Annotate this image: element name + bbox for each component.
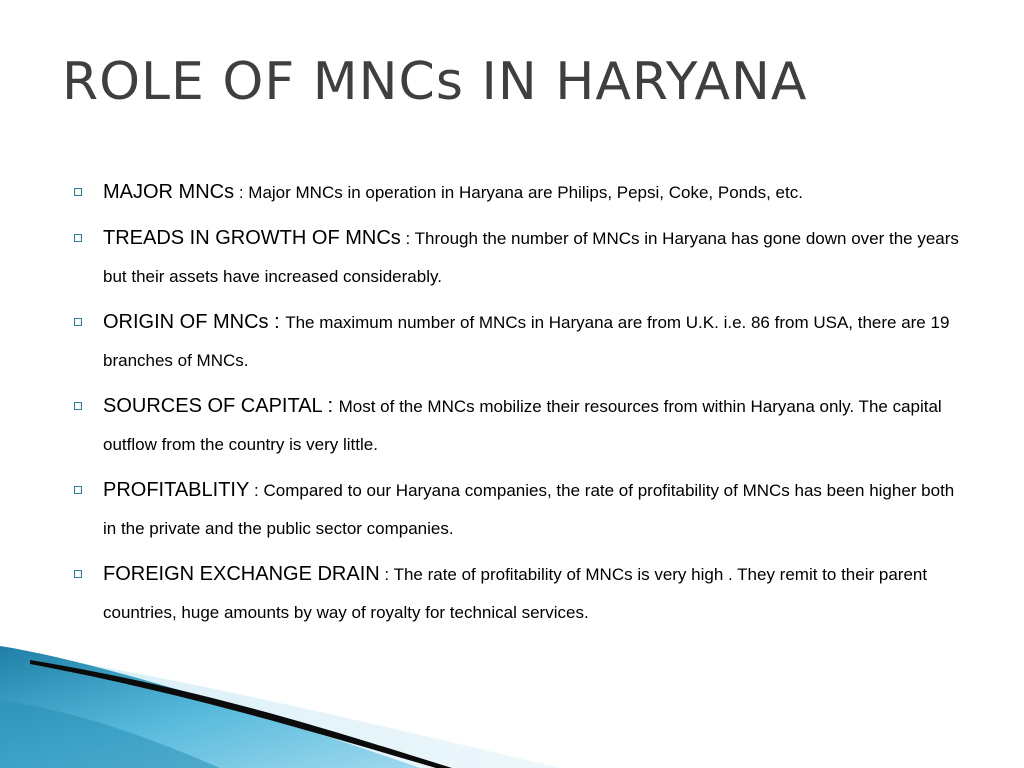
bullet-text: : Major MNCs in operation in Haryana are Philips, Pepsi, Coke, Ponds, etc.	[234, 183, 803, 202]
bullet-text: : The rate of profitability of MNCs is very high . They remit to their parent countries, huge amounts by way of royalty for technical services.	[103, 565, 928, 622]
bullet-major-mncs	[72, 174, 972, 212]
bullet-sources-of-capital	[72, 388, 972, 464]
square-bullet-icon	[74, 188, 82, 196]
bullet-text: : Compared to our Haryana companies, the rate of profitability of MNCs has been higher both in the private and the public sector companies.	[103, 481, 955, 538]
bullet-profitability	[72, 472, 972, 548]
bullet-origin	[72, 304, 972, 380]
square-bullet-icon	[74, 402, 82, 410]
bullet-text: Most of the MNCs mobilize their resources from within Haryana only. The capital outflow from the country is very little.	[103, 397, 942, 454]
bullet-text: The maximum number of MNCs in Haryana are from U.K. i.e. 86 from USA, there are 19 branches of MNCs.	[103, 313, 950, 370]
bullet-list	[72, 174, 972, 640]
bullet-foreign-exchange-drain	[72, 556, 972, 632]
square-bullet-icon	[74, 570, 82, 578]
bullet-growth-trends	[72, 220, 972, 296]
bullet-heading: SOURCES OF CAPITAL :	[103, 395, 339, 417]
bullet-heading: MAJOR MNCs	[103, 181, 235, 203]
bullet-heading: ORIGIN OF MNCs :	[103, 311, 286, 333]
bullet-heading: TREADS IN GROWTH OF MNCs	[103, 227, 401, 249]
bullet-heading: PROFITABLITIY	[103, 479, 250, 501]
square-bullet-icon	[74, 234, 82, 242]
square-bullet-icon	[74, 486, 82, 494]
bullet-heading: FOREIGN EXCHANGE DRAIN	[103, 563, 380, 585]
bullet-text: : Through the number of MNCs in Haryana has gone down over the years but their assets have increased considerably.	[103, 229, 959, 286]
square-bullet-icon	[74, 318, 82, 326]
page-title: ROLE OF MNCs IN HARYANA	[62, 52, 808, 112]
